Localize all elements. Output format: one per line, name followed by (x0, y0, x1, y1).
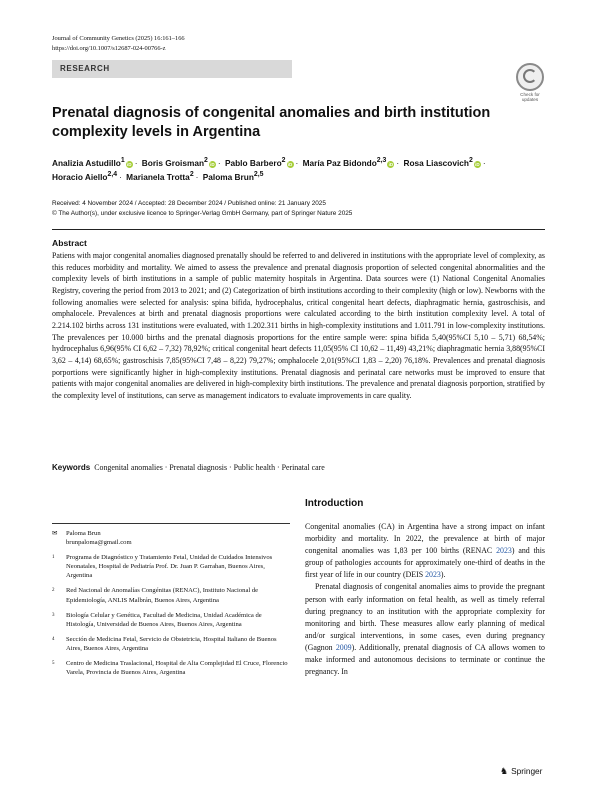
orcid-icon[interactable]: iD (475, 161, 480, 167)
author[interactable]: Analizia Astudillo$^1$iD (52, 157, 132, 168)
intro-paragraph-2: Prenatal diagnosis of congenital anomalies aims to provide the pregnant person with early information on fetal health, as well as timely referral during pregnancy to an institution with the appropriate complexity for monitoring and birth. These measures allow early planning of medical and/or surgical interventions, in some cases, even during pregnancy (Gagnon 2009). Additionally, prenatal diagnosis of CA allows women to make informed and autonomous decisions to terminate or continue the pregnancy. In (305, 582, 545, 677)
keywords-label: Keywords (52, 463, 91, 472)
affiliation-item: 2 Red Nacional de Anomalías Congénitas (RENAC), Instituto Nacional de Epidemiología, ANLIS Malbrán, Buenos Aires, Argentina (52, 587, 259, 604)
author[interactable]: Boris Groisman$^2$iD (141, 157, 215, 168)
doi-link[interactable]: https://doi.org/10.1007/s12687-024-00766-z (52, 44, 166, 52)
section-label: RESEARCH (60, 64, 110, 73)
citation-link[interactable]: 2009 (335, 642, 352, 652)
check-updates-line2: updates (521, 97, 539, 102)
check-updates-line1: Check for (520, 92, 540, 97)
corresponding-email[interactable]: brunpaloma@gmail.com (66, 539, 132, 547)
citation-link[interactable]: 2023 (425, 570, 441, 580)
orcid-icon[interactable]: iD (287, 161, 293, 167)
intro-paragraph-1: Congenital anomalies (CA) in Argentina have a strong impact on infant morbidity and mortality. In 2022, the prevalence at birth of major congenital anomalies was 1,83 per 100 births (RENAC 2023) and this group of pathologies accounts for approximately one-third of deaths in the first year of life in our country (DEIS 2023). (305, 522, 545, 580)
divider (52, 229, 545, 230)
publisher-footer (500, 766, 542, 777)
affiliation-item: 4 Sección de Medicina Fetal, Servicio de Obstetricia, Hospital Italiano de Buenos Aires, Buenos Aires, Argentina (52, 635, 277, 652)
publication-dates (52, 199, 352, 218)
affiliation-item: 1 Programa de Diagnóstico y Tratamiento Fetal, Unidad de Cuidados Intensivos Neonatales, Hospital de Pediatría Prof. Dr. Juan P. Garrahan, Buenos Aires, Argentina (52, 554, 273, 580)
received-dates: Received: 4 November 2024 / Accepted: 28 December 2024 / Published online: 21 January 2025 (52, 200, 326, 207)
author[interactable]: María Paz Bidondo$^{2,3}$iD (302, 157, 394, 168)
abstract-heading: Abstract (52, 238, 87, 248)
affiliation-item: 5 Centro de Medicina Traslacional, Hospital de Alta Complejidad El Cruce, Florencio Varela, Provincia de Buenos Aires, Argentina (52, 660, 288, 677)
paper-title: Prenatal diagnosis of congenital anomalies and birth institution complexity levels in Argentina (52, 105, 491, 140)
envelope-icon: ✉ (52, 530, 58, 537)
journal-citation: Journal of Community Genetics (2025) 16:161–166 (52, 35, 185, 42)
journal-header (52, 34, 185, 53)
corresponding-author: Paloma Brun (66, 530, 101, 537)
orcid-icon[interactable]: iD (210, 161, 215, 167)
check-updates-icon (516, 63, 544, 91)
author[interactable]: Rosa Liascovich$^2$iD (403, 157, 480, 168)
author[interactable]: Paloma Brun$^{2,5}$ (202, 171, 264, 183)
author[interactable]: Horacio Aiello$^{2,4}$ (52, 171, 118, 183)
publisher-name: Springer (511, 766, 543, 776)
citation-link[interactable]: 2023 (496, 546, 512, 556)
check-for-updates-badge[interactable] (513, 63, 547, 102)
section-label-bar (52, 60, 292, 78)
author[interactable]: Marianela Trotta$^2$ (126, 171, 194, 183)
introduction-text (305, 521, 545, 678)
abstract-text: Patiens with major congenital anomalies diagnosed prenatally should be referred to and delivered in institutions with the appropriate level of complexity, as this reduces morbidity and mortality. We aimed to assess the prevalence and prenatal diagnosis proportion of selected congenital abnormalities and the complexity levels of birth institutions in a sample of public maternity hospitals in Argentina. Data sources were (1) National Congenital Anomalies Registry, covering the period from 2013 to 2021; and (2) Categorization of birth institutions according to their complexity (high or low). Newborns with the following anomalies were selected for analysis: spina bifida, hydrocephalus, critical congenital heart defects, diaphragmatic hernia, gastroschisis, and omphalocele. Prevalences at birth and prenatal diagnosis proportions were calculated according to the birth institution complexity level. A total of 2.214.102 births across 131 institutions were evaluated, with 1.202.311 births in high-complexity institutions and 1.011.791 in low-complexity institutions. The prevalences per 10.000 births and the prenatal diagnosis proportions for the entire sample were: spina bifida 5,40(95%CI 5,10 – 5,71) 68,54%; hydrocephalus 6,96(95% CI 6,62 – 7,32) 78,92%; critical congenital heart defects 11,05(95% CI 10,62 – 11,49) 43,21%; diaphragmatic hernia 3,88(95%CI 3,62 – 4,14) 68,65%; gastroschisis 7,85(95%CI 7,48 – 8,22) 79,27%; omphalocele 2,01(95%CI 1,83 – 2,20) 76,18%. Prevalences and prenatal diagnosis porportions were significantly higher in high-complexity institutions. Prenatal diagnosis and perinatal care networks must be improved to ensure that patients with major congenital anomalies are delivered in high-complexity birth institutions. The prevalence and prenatal diagnosis porportion, stratified by the complexity level of institutions, can serve as management indicators to evaluate improvements in care quality. (52, 251, 545, 400)
footnote-divider (52, 523, 290, 524)
correspondence-block (52, 529, 290, 677)
springer-horse-icon: ♞ (500, 766, 509, 776)
copyright-notice: © The Author(s), under exclusive licence to Springer-Verlag GmbH Germany, part of Springer Nature 2025 (52, 209, 353, 217)
orcid-icon[interactable]: iD (388, 161, 394, 167)
keywords (52, 463, 325, 472)
author-list: Analizia Astudillo$^1$iD · Boris Groisman$^2$iD · Pablo Barbero$^2$iD · María Paz Bidondo$^{2,3}$iD · Rosa Liascovich$^2$iD · Horacio Aiello$^{2,4}$ · Marianela Trotta$^2$ · Paloma Brun$^{2,5}$ (52, 157, 486, 183)
orcid-icon[interactable]: iD (126, 161, 132, 167)
author[interactable]: Pablo Barbero$^2$iD (224, 157, 293, 168)
keywords-text: Congenital anomalies · Prenatal diagnosis · Public health · Perinatal care (94, 463, 325, 472)
affiliation-item: 3 Biología Celular y Genética, Facultad de Medicina, Unidad Académica de Histología, Universidad de Buenos Aires, Buenos Aires, Argentina (52, 611, 262, 628)
introduction-heading: Introduction (305, 498, 364, 509)
